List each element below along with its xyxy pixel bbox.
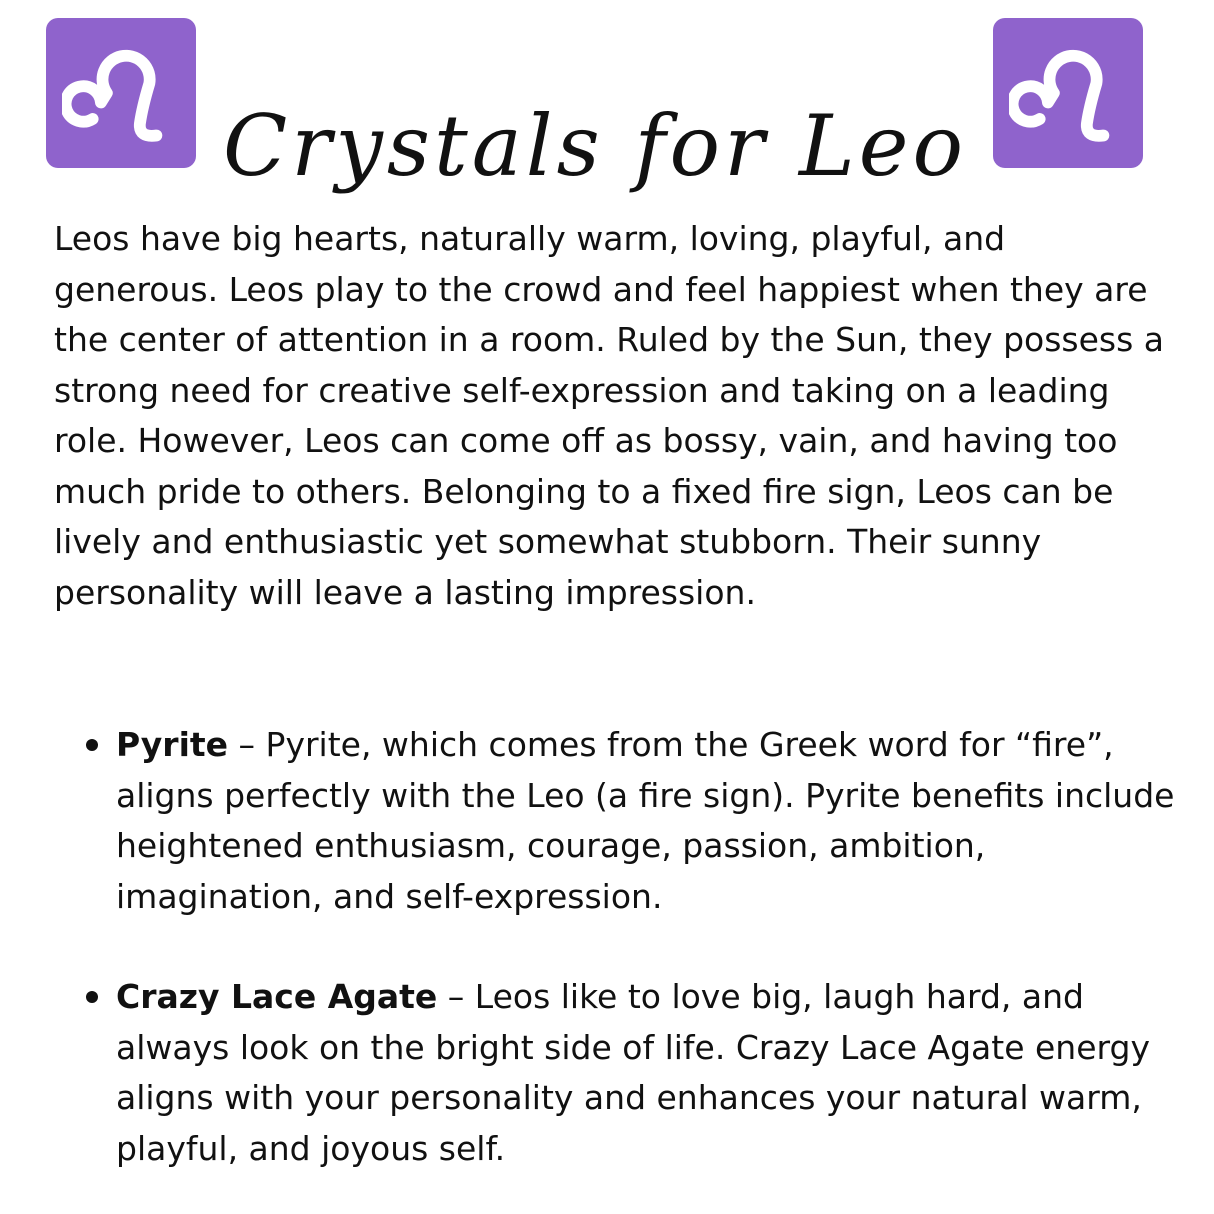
leo-badge-left — [46, 18, 196, 168]
header — [0, 0, 1214, 196]
crystal-name: Pyrite — [116, 725, 229, 764]
bullet-dot — [86, 739, 98, 751]
leo-zodiac-icon — [62, 34, 180, 152]
leo-badge-right — [993, 18, 1143, 168]
crystal-item-pyrite — [116, 720, 1176, 922]
crystal-description: – Leos like to love big, laugh hard, and always look on the bright side of life. Crazy Lace Agate energy aligns with your personality and enhances your natural warm, playful, and joyous self. — [116, 977, 1150, 1168]
crystal-description: – Pyrite, which comes from the Greek word for “fire”, aligns perfectly with the Leo (a fire sign). Pyrite benefits include heightened enthusiasm, courage, passion, ambition, imagination, and self-expression. — [116, 725, 1175, 916]
crystal-list — [116, 720, 1176, 1174]
page-title: Crystals for Leo — [222, 97, 968, 196]
crystal-item-crazy-lace-agate — [116, 972, 1176, 1174]
leo-zodiac-icon — [1009, 34, 1127, 152]
crystal-name: Crazy Lace Agate — [116, 977, 438, 1016]
intro-paragraph: Leos have big hearts, naturally warm, loving, playful, and generous. Leos play to the crowd and feel happiest when they are the center of attention in a room. Ruled by the Sun, they possess a strong need for creative self-expression and taking on a leading role. However, Leos can come off as bossy, vain, and having too much pride to others. Belonging to a fixed fire sign, Leos can be lively and enthusiastic yet somewhat stubborn. Their sunny personality will leave a lasting impression. — [54, 219, 1164, 612]
bullet-dot — [86, 991, 98, 1003]
